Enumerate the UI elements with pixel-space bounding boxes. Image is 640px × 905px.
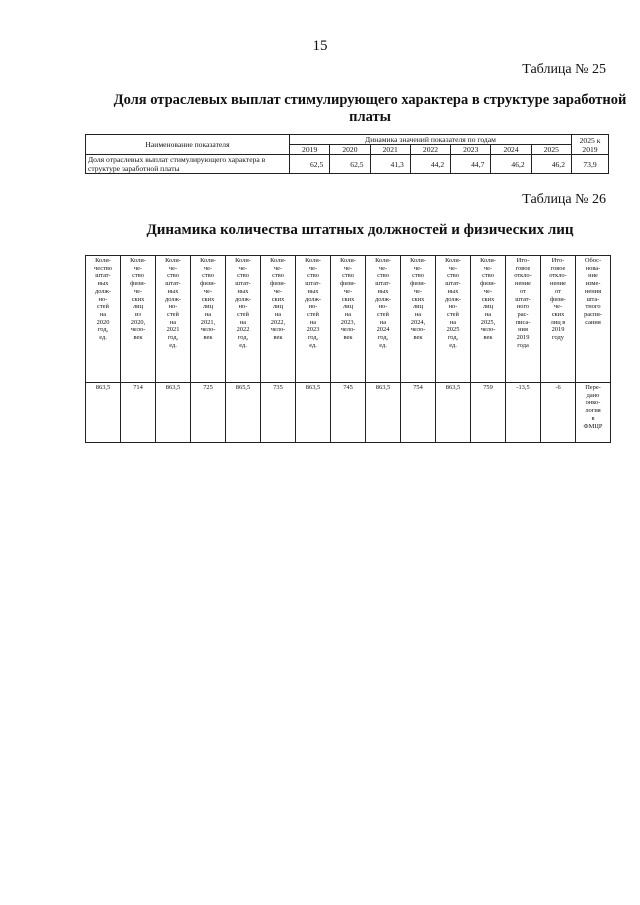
value-cell: 41,3 bbox=[370, 155, 410, 174]
column-header: Коли- че- ство физи- че- ских лиц на 2023, чело- век bbox=[331, 256, 366, 383]
value-cell: 865,5 bbox=[226, 383, 261, 443]
year-header: 2022 bbox=[410, 145, 450, 155]
value-cell: 735 bbox=[261, 383, 296, 443]
column-header: Коли- че- ство штат- ных долж- но- стей на 2025 год, ед. bbox=[436, 256, 471, 383]
year-header: 2019 bbox=[290, 145, 330, 155]
column-header-dynamics: Динамика значений показателя по годам bbox=[290, 135, 572, 145]
value-cell: 759 bbox=[471, 383, 506, 443]
value-cell: Пере- дано онко- логия в ФМЦР bbox=[576, 383, 611, 443]
column-header: Коли- че- ство штат- ных долж- но- стей на 2024 год, ед. bbox=[366, 256, 401, 383]
table-25 bbox=[85, 134, 609, 174]
compare-value-cell: 73,9 bbox=[572, 155, 609, 174]
value-cell: 863,5 bbox=[156, 383, 191, 443]
year-header: 2024 bbox=[491, 145, 531, 155]
value-cell: 62,5 bbox=[330, 155, 370, 174]
column-header-name: Наименование показателя bbox=[86, 135, 290, 155]
column-header: Обос- нова- ние изме- нения шта- тного распи- сания bbox=[576, 256, 611, 383]
column-header: Коли- че- ство штат- ных долж- но- стей на 2023 год, ед. bbox=[296, 256, 331, 383]
table-25-title: Доля отраслевых выплат стимулирующего характера в структуре заработной платы bbox=[113, 92, 627, 125]
column-header: Коли- че- ство физи- че- ских лиц на 2024, чело- век bbox=[401, 256, 436, 383]
table-26-title: Динамика количества штатных должностей и физических лиц bbox=[146, 222, 574, 238]
table-25-label: Таблица № 25 bbox=[522, 62, 606, 77]
value-cell: 745 bbox=[331, 383, 366, 443]
value-cell: 725 bbox=[191, 383, 226, 443]
value-cell: 46,2 bbox=[531, 155, 571, 174]
value-cell: 44,2 bbox=[410, 155, 450, 174]
row-label: Доля отраслевых выплат стимулирующего характера в структуре заработной платы bbox=[86, 155, 290, 174]
value-cell: 46,2 bbox=[491, 155, 531, 174]
value-cell: -13,5 bbox=[506, 383, 541, 443]
column-header: Коли- че- ство физи- че- ских лиц на 2021, чело- век bbox=[191, 256, 226, 383]
column-header: Коли- че- ство физи- че- ских лиц из 2020, чело- век bbox=[121, 256, 156, 383]
year-header: 2023 bbox=[451, 145, 491, 155]
column-header: Ито- говое откло- нение от штат- ного рас- писа- ния 2019 года bbox=[506, 256, 541, 383]
column-header: Коли- че- ство физи- че- ских лиц на 2025, чело- век bbox=[471, 256, 506, 383]
value-cell: 754 bbox=[401, 383, 436, 443]
value-cell: 863,5 bbox=[436, 383, 471, 443]
column-header: Коли- че- ство физи- че- ских лиц на 2022, чело- век bbox=[261, 256, 296, 383]
page-number: 15 bbox=[312, 38, 328, 54]
table-26-label: Таблица № 26 bbox=[522, 192, 606, 207]
table-row bbox=[86, 383, 611, 443]
column-header: Коли- чество штат- ных долж- но- стей на 2020 год, ед. bbox=[86, 256, 121, 383]
value-cell: -6 bbox=[541, 383, 576, 443]
year-header: 2020 bbox=[330, 145, 370, 155]
value-cell: 714 bbox=[121, 383, 156, 443]
year-header: 2021 bbox=[370, 145, 410, 155]
value-cell: 62,5 bbox=[290, 155, 330, 174]
value-cell: 44,7 bbox=[451, 155, 491, 174]
column-header: Ито- говое откло- нение от физи- че- ских лиц в 2019 году bbox=[541, 256, 576, 383]
value-cell: 863,5 bbox=[366, 383, 401, 443]
column-header: Коли- че- ство штат- ных долж- но- стей на 2022 год, ед. bbox=[226, 256, 261, 383]
year-header: 2025 bbox=[531, 145, 571, 155]
value-cell: 863,5 bbox=[296, 383, 331, 443]
column-header-compare: 2025 к 2019 bbox=[572, 135, 609, 155]
column-header: Коли- че- ство штат- ных долж- но- стей на 2021 год, ед. bbox=[156, 256, 191, 383]
header-row bbox=[86, 256, 611, 383]
table-26 bbox=[85, 255, 611, 443]
value-cell: 863,5 bbox=[86, 383, 121, 443]
